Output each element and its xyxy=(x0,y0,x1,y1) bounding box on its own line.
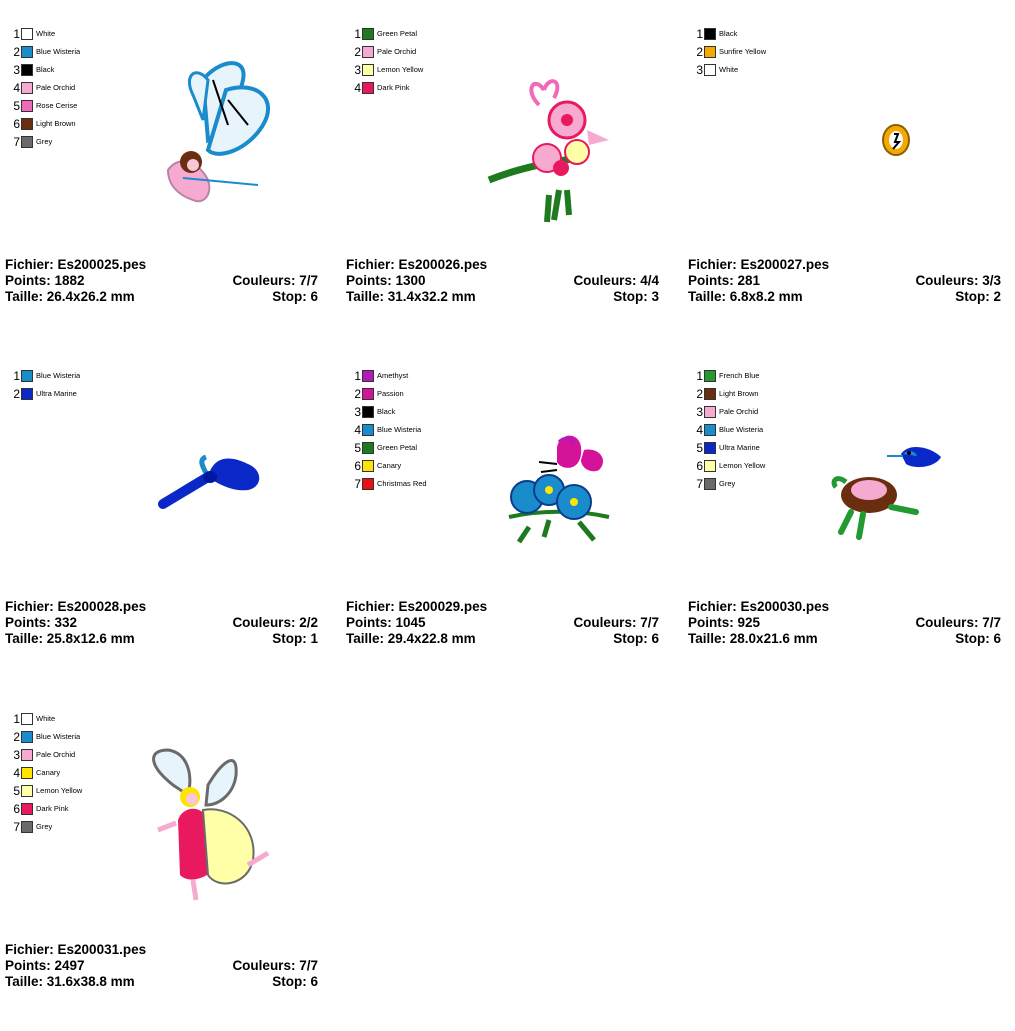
color-swatch xyxy=(704,424,716,436)
thread-order-number: 3 xyxy=(696,405,703,419)
color-swatch xyxy=(362,28,374,40)
color-swatch xyxy=(21,785,33,797)
color-swatch xyxy=(362,460,374,472)
color-swatch xyxy=(704,28,716,40)
color-swatch xyxy=(362,424,374,436)
thread-color-name: Dark Pink xyxy=(36,804,69,813)
thread-color-name: Canary xyxy=(377,461,402,470)
thread-order-number: 7 xyxy=(354,477,361,491)
thread-order-number: 2 xyxy=(696,45,703,59)
thread-order-number: 5 xyxy=(354,441,361,455)
thread-color-name: French Blue xyxy=(719,371,760,380)
thread-order-number: 5 xyxy=(13,99,20,113)
design-info: Fichier: Es200027.pes Points: 281 Couleurs: 3/3 Taille: 6.8x8.2 mm Stop: 2 xyxy=(688,257,1001,304)
color-swatch xyxy=(704,442,716,454)
thread-color-item xyxy=(9,710,129,728)
thread-order-number: 2 xyxy=(13,387,20,401)
color-swatch xyxy=(21,82,33,94)
thread-color-name: Grey xyxy=(36,137,53,146)
thread-color-name: Green Petal xyxy=(377,29,418,38)
color-swatch xyxy=(704,46,716,58)
thread-color-name: Blue Wisteria xyxy=(36,371,81,380)
thread-color-name: Blue Wisteria xyxy=(36,732,81,741)
thread-color-name: Grey xyxy=(36,822,53,831)
color-swatch xyxy=(21,370,33,382)
thread-color-name: Passion xyxy=(377,389,404,398)
design-card xyxy=(344,25,674,345)
design-info: Fichier: Es200026.pes Points: 1300 Couleurs: 4/4 Taille: 31.4x32.2 mm Stop: 3 xyxy=(346,257,659,304)
color-swatch xyxy=(362,64,374,76)
thread-color-name: Ultra Marine xyxy=(36,389,77,398)
thread-color-name: Lemon Yellow xyxy=(719,461,766,470)
thread-color-item xyxy=(9,367,129,385)
design-info: Fichier: Es200028.pes Points: 332 Couleurs: 2/2 Taille: 25.8x12.6 mm Stop: 1 xyxy=(5,599,318,646)
thread-color-name: Green Petal xyxy=(377,443,418,452)
design-info: Fichier: Es200031.pes Points: 2497 Couleurs: 7/7 Taille: 31.6x38.8 mm Stop: 6 xyxy=(5,942,318,989)
color-swatch xyxy=(704,370,716,382)
thread-order-number: 1 xyxy=(354,369,361,383)
butterfly-flowers-design xyxy=(449,392,659,592)
thread-color-name: Pale Orchid xyxy=(36,83,76,92)
thread-order-number: 5 xyxy=(13,784,20,798)
color-swatch xyxy=(704,388,716,400)
thread-color-item xyxy=(350,25,470,43)
thread-color-name: Grey xyxy=(719,479,736,488)
color-swatch xyxy=(21,64,33,76)
thread-color-name: Amethyst xyxy=(377,371,409,380)
thread-color-item xyxy=(692,25,812,43)
thread-order-number: 4 xyxy=(13,766,20,780)
color-swatch xyxy=(21,767,33,779)
thread-color-name: Christmas Red xyxy=(377,479,427,488)
thread-order-number: 5 xyxy=(696,441,703,455)
thread-color-name: Canary xyxy=(36,768,61,777)
thread-order-number: 6 xyxy=(13,802,20,816)
small-badge-design xyxy=(791,50,1001,250)
thread-color-name: Black xyxy=(377,407,396,416)
color-swatch xyxy=(21,136,33,148)
color-swatch xyxy=(21,803,33,815)
blue-bow-design xyxy=(108,392,318,592)
fairy-yellow-dress-design xyxy=(108,735,318,935)
design-info: Fichier: Es200030.pes Points: 925 Couleurs: 7/7 Taille: 28.0x21.6 mm Stop: 6 xyxy=(688,599,1001,646)
thread-color-name: Ultra Marine xyxy=(719,443,760,452)
thread-order-number: 4 xyxy=(13,81,20,95)
color-swatch xyxy=(21,100,33,112)
thread-color-name: White xyxy=(36,29,56,38)
design-card xyxy=(344,367,674,687)
thread-color-name: Blue Wisteria xyxy=(719,425,764,434)
thread-color-name: Pale Orchid xyxy=(377,47,417,56)
design-card xyxy=(3,25,333,345)
design-card xyxy=(3,367,333,687)
thread-order-number: 2 xyxy=(696,387,703,401)
color-swatch xyxy=(21,749,33,761)
thread-order-number: 6 xyxy=(354,459,361,473)
thread-color-name: Light Brown xyxy=(36,119,76,128)
color-swatch xyxy=(21,118,33,130)
thread-order-number: 4 xyxy=(696,423,703,437)
thread-order-number: 1 xyxy=(13,369,20,383)
design-card xyxy=(686,25,1015,345)
design-info: Fichier: Es200025.pes Points: 1882 Couleurs: 7/7 Taille: 26.4x26.2 mm Stop: 6 xyxy=(5,257,318,304)
color-swatch xyxy=(21,28,33,40)
bird-nest-design xyxy=(791,392,1001,592)
thread-color-name: White xyxy=(719,65,739,74)
color-swatch xyxy=(21,713,33,725)
color-swatch xyxy=(704,406,716,418)
color-swatch xyxy=(362,406,374,418)
thread-order-number: 2 xyxy=(13,45,20,59)
color-swatch xyxy=(21,821,33,833)
thread-color-name: Pale Orchid xyxy=(719,407,759,416)
design-info: Fichier: Es200029.pes Points: 1045 Couleurs: 7/7 Taille: 29.4x22.8 mm Stop: 6 xyxy=(346,599,659,646)
thread-color-name: Sunfire Yellow xyxy=(719,47,767,56)
thread-order-number: 1 xyxy=(354,27,361,41)
color-swatch xyxy=(362,370,374,382)
thread-order-number: 6 xyxy=(13,117,20,131)
thread-color-name: White xyxy=(36,714,56,723)
thread-order-number: 3 xyxy=(13,748,20,762)
pink-flowers-design xyxy=(449,50,659,250)
thread-order-number: 2 xyxy=(13,730,20,744)
thread-color-name: Light Brown xyxy=(719,389,759,398)
color-swatch xyxy=(704,460,716,472)
thread-color-name: Blue Wisteria xyxy=(36,47,81,56)
color-swatch xyxy=(362,442,374,454)
thread-color-item xyxy=(350,367,470,385)
thread-order-number: 1 xyxy=(696,27,703,41)
thread-order-number: 1 xyxy=(13,712,20,726)
color-swatch xyxy=(362,388,374,400)
design-card xyxy=(3,710,333,1030)
thread-order-number: 3 xyxy=(354,405,361,419)
color-swatch xyxy=(21,46,33,58)
thread-order-number: 2 xyxy=(354,387,361,401)
thread-order-number: 4 xyxy=(354,423,361,437)
fairy-blue-wings-design xyxy=(108,50,318,250)
thread-color-name: Rose Cerise xyxy=(36,101,78,110)
thread-color-name: Lemon Yellow xyxy=(36,786,83,795)
thread-order-number: 6 xyxy=(696,459,703,473)
thread-order-number: 1 xyxy=(13,27,20,41)
color-swatch xyxy=(362,478,374,490)
color-swatch xyxy=(704,478,716,490)
color-swatch xyxy=(21,731,33,743)
thread-order-number: 1 xyxy=(696,369,703,383)
thread-color-item xyxy=(692,367,812,385)
thread-color-name: Lemon Yellow xyxy=(377,65,424,74)
thread-color-name: Black xyxy=(36,65,55,74)
color-swatch xyxy=(362,46,374,58)
thread-order-number: 7 xyxy=(13,135,20,149)
color-swatch xyxy=(21,388,33,400)
thread-color-item xyxy=(9,25,129,43)
thread-order-number: 2 xyxy=(354,45,361,59)
thread-order-number: 3 xyxy=(13,63,20,77)
thread-order-number: 4 xyxy=(354,81,361,95)
thread-order-number: 3 xyxy=(354,63,361,77)
thread-order-number: 7 xyxy=(13,820,20,834)
color-swatch xyxy=(704,64,716,76)
color-swatch xyxy=(362,82,374,94)
design-card xyxy=(686,367,1015,687)
thread-color-name: Dark Pink xyxy=(377,83,410,92)
thread-order-number: 3 xyxy=(696,63,703,77)
thread-order-number: 7 xyxy=(696,477,703,491)
thread-color-name: Pale Orchid xyxy=(36,750,76,759)
thread-color-name: Black xyxy=(719,29,738,38)
thread-color-name: Blue Wisteria xyxy=(377,425,422,434)
